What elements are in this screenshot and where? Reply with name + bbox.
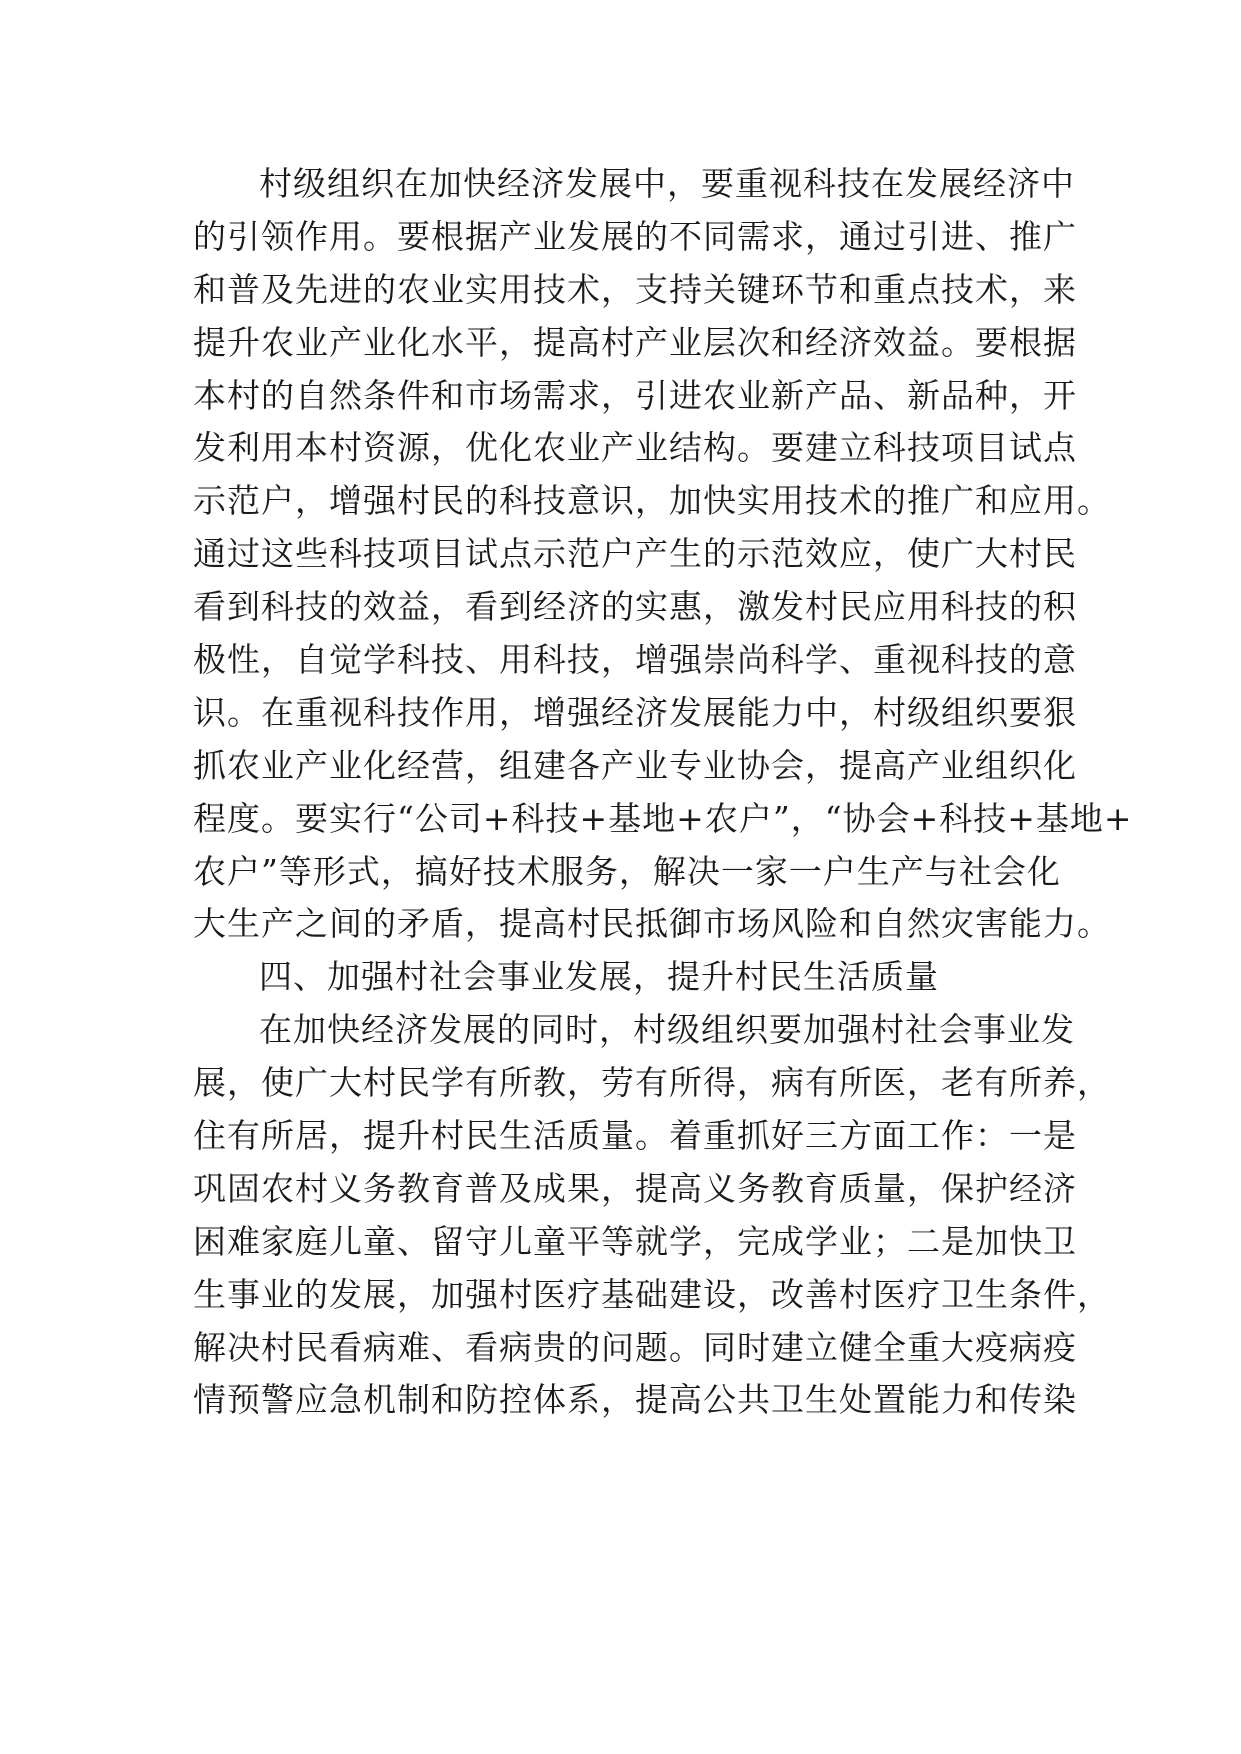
text-line: 的引领作用。要根据产业发展的不同需求，通过引进、推广 <box>193 216 1077 256</box>
text-line: 村级组织在加快经济发展中，要重视科技在发展经济中 <box>259 164 1075 203</box>
text-line: 和普及先进的农业实用技术，支持关键环节和重点技术，来 <box>193 269 1077 309</box>
text-line: 生事业的发展，加强村医疗基础建设，改善村医疗卫生条件， <box>193 1274 1111 1314</box>
text-line: 通过这些科技项目试点示范户产生的示范效应，使广大村民 <box>193 534 1077 574</box>
text-line: 展，使广大村民学有所教，劳有所得，病有所医，老有所养， <box>193 1063 1111 1103</box>
text-line: 本村的自然条件和市场需求，引进农业新产品、新品种，开 <box>193 375 1077 415</box>
text-line: 看到科技的效益，看到经济的实惠，激发村民应用科技的积 <box>193 587 1077 627</box>
text-line: 解决村民看病难、看病贵的问题。同时建立健全重大疫病疫 <box>193 1327 1077 1367</box>
text-line: 抓农业产业化经营，组建各产业专业协会，提高产业组织化 <box>193 745 1077 785</box>
text-line: 大生产之间的矛盾，提高村民抵御市场风险和自然灾害能力。 <box>193 904 1111 944</box>
text-line: 示范户，增强村民的科技意识，加快实用技术的推广和应用。 <box>193 481 1111 521</box>
text-line: 住有所居，提升村民生活质量。着重抓好三方面工作：一是 <box>193 1116 1077 1156</box>
text-line: 极性，自觉学科技、用科技，增强崇尚科学、重视科技的意 <box>193 640 1077 680</box>
text-line: 情预警应急机制和防控体系，提高公共卫生处置能力和传染 <box>193 1380 1077 1420</box>
text-line: 困难家庭儿童、留守儿童平等就学，完成学业；二是加快卫 <box>193 1221 1077 1261</box>
text-line: 程度。要实行“公司+科技+基地+农户”，“协会+科技+基地+ <box>193 798 1133 838</box>
text-line: 农户”等形式，搞好技术服务，解决一家一户生产与社会化 <box>193 851 1061 891</box>
text-line: 识。在重视科技作用，增强经济发展能力中，村级组织要狠 <box>193 692 1077 732</box>
text-line: 巩固农村义务教育普及成果，提高义务教育质量，保护经济 <box>193 1168 1077 1208</box>
text-line: 在加快经济发展的同时，村级组织要加强村社会事业发 <box>259 1010 1075 1050</box>
text-line: 发利用本村资源，优化农业产业结构。要建立科技项目试点 <box>193 428 1077 468</box>
section-heading: 四、加强村社会事业发展，提升村民生活质量 <box>259 957 939 997</box>
body-text <box>193 158 1133 1427</box>
text-line: 提升农业产业化水平，提高村产业层次和经济效益。要根据 <box>193 322 1077 362</box>
